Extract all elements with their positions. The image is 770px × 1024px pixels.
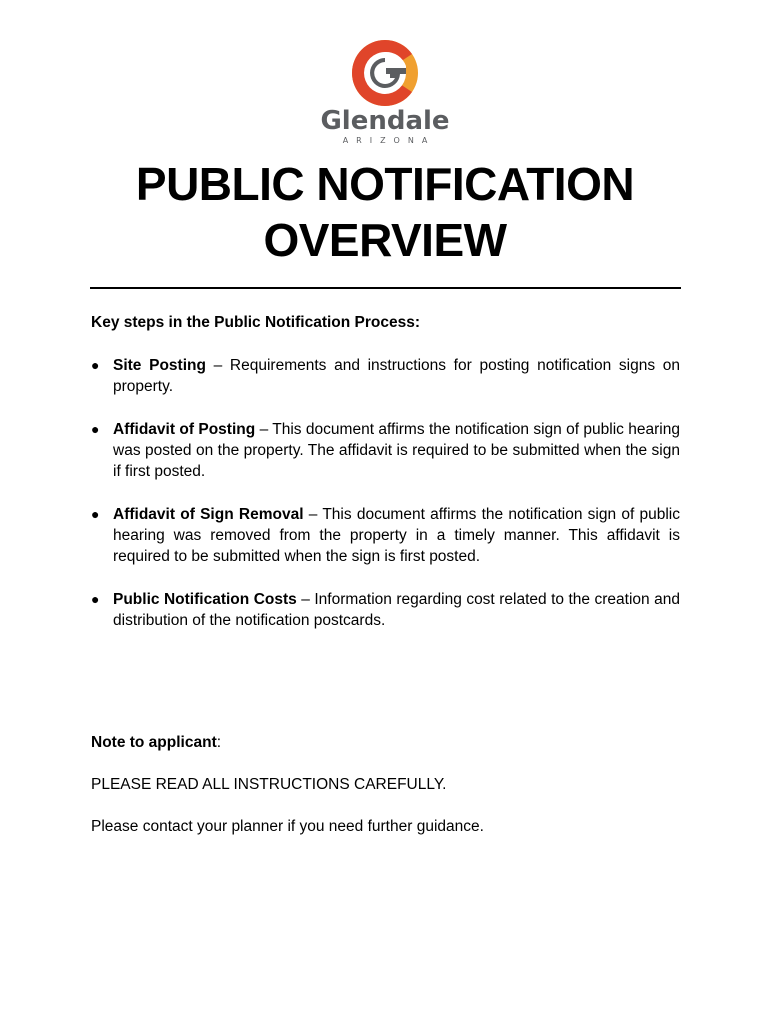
step-term: Site Posting: [113, 357, 206, 374]
steps-intro: Key steps in the Public Notification Process:: [91, 314, 421, 331]
note-instruction: PLEASE READ ALL INSTRUCTIONS CAREFULLY.: [91, 776, 447, 793]
title-divider: [90, 287, 681, 289]
step-text: – This document affirms the notification sign of public hearing was posted on the property. The affidavit is required to be submitted when the sign if first posted.: [113, 421, 680, 480]
steps-section: [91, 312, 680, 653]
list-item: [91, 419, 680, 482]
list-item: [91, 355, 680, 397]
step-text: – Requirements and instructions for posting notification signs on property.: [113, 357, 680, 395]
step-term: Public Notification Costs: [113, 591, 297, 608]
note-label: Note to applicant: [91, 734, 217, 751]
logo-wordmark: Glendale: [320, 106, 450, 136]
bullet-icon: ●: [91, 591, 100, 607]
title-line-1: PUBLIC NOTIFICATION: [135, 158, 635, 210]
bullet-icon: ●: [91, 357, 100, 373]
glendale-logo: [0, 38, 770, 146]
bullet-icon: ●: [91, 506, 100, 522]
step-text: – This document affirms the notification sign of public hearing was removed from the property in a timely manner. This affidavit is required to be submitted when the sign is first posted.: [113, 506, 680, 565]
glendale-g-emblem-icon: [350, 38, 420, 108]
note-section: [91, 732, 680, 858]
steps-list: [91, 355, 680, 631]
note-contact: Please contact your planner if you need further guidance.: [91, 818, 484, 835]
step-term: Affidavit of Posting: [113, 421, 256, 438]
list-item: [91, 589, 680, 631]
logo-subtitle: ARIZONA: [342, 136, 436, 145]
step-term: Affidavit of Sign Removal: [113, 506, 304, 523]
title-line-2: OVERVIEW: [263, 214, 507, 266]
note-heading: [91, 732, 680, 753]
bullet-icon: ●: [91, 421, 100, 437]
note-colon: :: [216, 734, 222, 751]
step-text: – Information regarding cost related to the creation and distribution of the notification postcards.: [113, 591, 680, 629]
list-item: [91, 504, 680, 567]
page-title: [0, 156, 770, 268]
